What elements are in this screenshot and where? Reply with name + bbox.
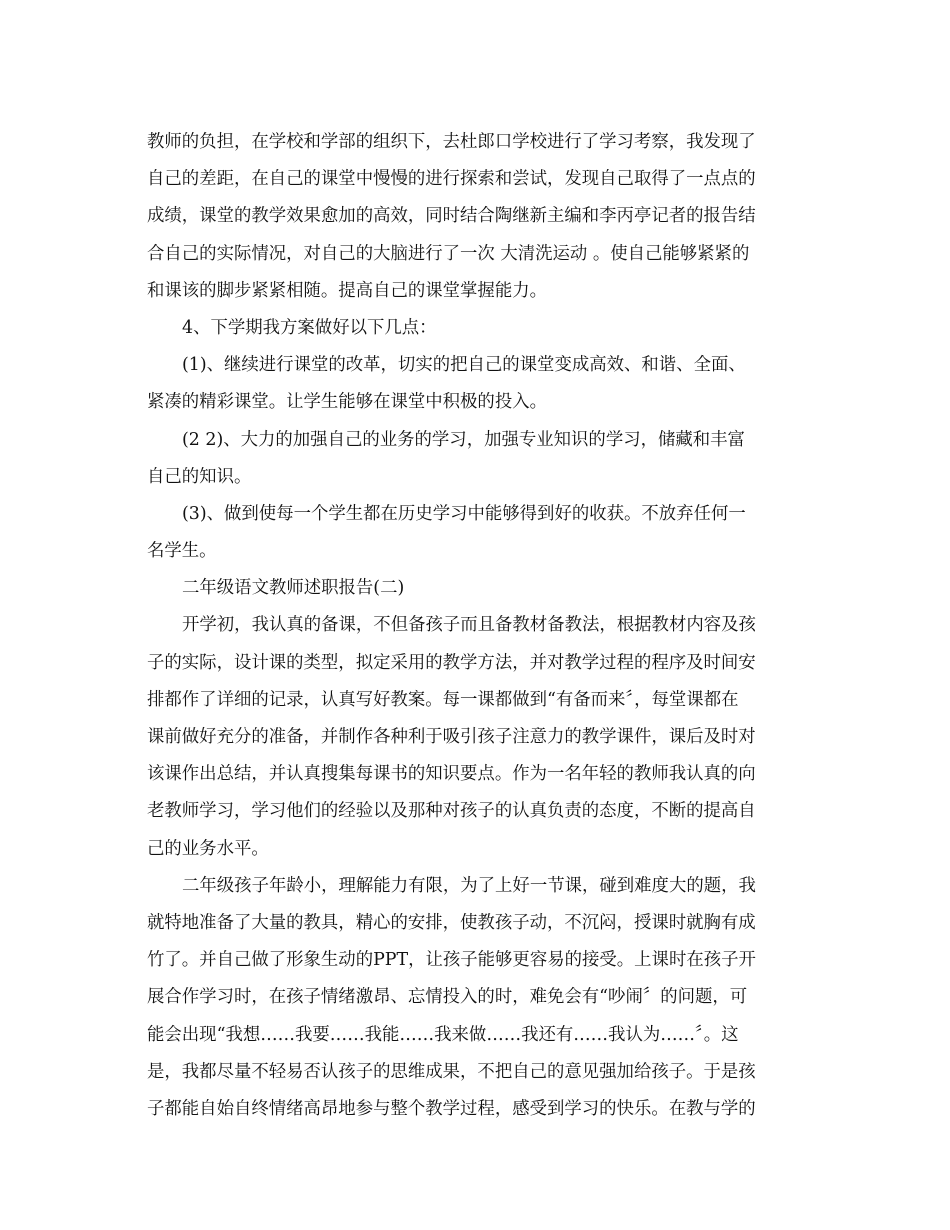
- text-line: 开学初，我认真的备课，不但备孩子而且备教材备教法，根据教材内容及孩: [182, 615, 756, 636]
- text-line: 自己的知识。: [147, 466, 252, 487]
- text-line: 该课作出总结，并认真搜集每课书的知识要点。作为一名年轻的教师我认真的向: [147, 764, 756, 785]
- text-line: 成绩，课堂的教学效果愈加的高效，同时结合陶继新主编和李丙亭记者的报告结: [147, 206, 756, 227]
- text-line: 教师的负担，在学校和学部的组织下，去杜郎口学校进行了学习考察，我发现了: [147, 132, 756, 152]
- text-line: (3)、做到使每一个学生都在历史学习中能够得到好的收获。不放弃任何一: [182, 503, 746, 524]
- text-line: 子都能自始自终情绪高昂地参与整个教学过程，感受到学习的快乐。在教与学的: [147, 1098, 756, 1119]
- text-line: 合自己的实际情况，对自己的大脑进行了一次 大清洗运动 。使自己能够紧紧的: [147, 243, 750, 264]
- text-line: 自己的差距，在自己的课堂中慢慢的进行探索和尝试，发现自己取得了一点点的: [147, 169, 756, 190]
- text-line: 就特地准备了大量的教具，精心的安排，使教孩子动，不沉闷，授课时就胸有成: [147, 912, 756, 933]
- text-line: (1)、继续进行课堂的改革，切实的把自己的课堂变成高效、和谐、全面、: [182, 355, 746, 376]
- text-line: 紧凑的精彩课堂。让学生能够在课堂中积极的投入。: [147, 392, 547, 413]
- text-line: (2 2)、大力的加强自己的业务的学习，加强专业知识的学习，储藏和丰富: [182, 429, 745, 450]
- text-line: 排都作了详细的记录，认真写好教案。每一课都做到“有备而来〞，每堂课都在: [147, 689, 739, 710]
- text-line: 己的业务水平。: [147, 838, 269, 859]
- text-line: 二年级语文教师述职报告(二): [182, 578, 405, 599]
- text-line: 4、下学期我方案做好以下几点：: [182, 317, 437, 338]
- document-page: [147, 124, 797, 1128]
- text-line: 能会出现“我想……我要……我能……我来做……我还有……我认为……〞。这: [147, 1024, 739, 1045]
- text-line: 课前做好充分的准备，并制作各种利于吸引孩子注意力的教学课件，课后及时对: [147, 727, 756, 747]
- text-line: 和课该的脚步紧紧相随。提高自己的课堂掌握能力。: [147, 280, 547, 301]
- text-line: 是，我都尽量不轻易否认孩子的思维成果，不把自己的意见强加给孩子。于是孩: [147, 1061, 756, 1082]
- text-line: 竹了。并自己做了形象生动的PPT，让孩子能够更容易的接受。上课时在孩子开: [147, 950, 756, 971]
- text-line: 老教师学习，学习他们的经验以及那种对孩子的认真负责的态度，不断的提高自: [147, 801, 756, 822]
- text-line: 名学生。: [147, 541, 217, 562]
- text-line: 展合作学习时，在孩子情绪激昂、忘情投入的时，难免会有“吵闹〞的问题，可: [147, 987, 748, 1008]
- text-line: 二年级孩子年龄小，理解能力有限，为了上好一节课，碰到难度大的题，我: [182, 875, 756, 896]
- text-line: 子的实际，设计课的类型，拟定采用的教学方法，并对教学过程的程序及时间安: [147, 652, 756, 673]
